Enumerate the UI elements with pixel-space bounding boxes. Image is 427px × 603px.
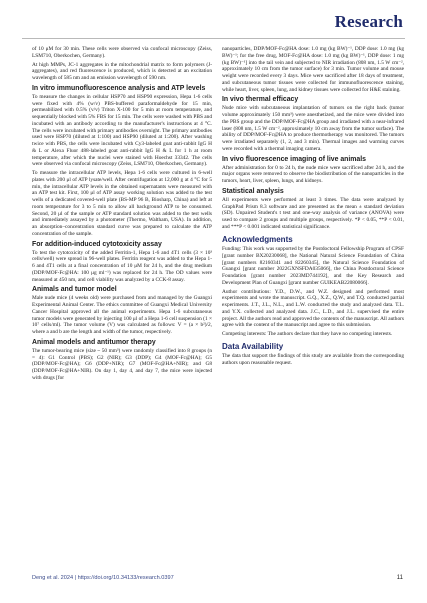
section-heading: Animals and tumor model (32, 286, 117, 294)
contributions-paragraph: Author contributions: Y.D., D.W., and W.Z. designed and performed most experiments and wrote the manuscript. G.Q., X.Z., Q.W., and T.Q. conducted partial experiments. J.T., J.L., N.L., and L.W. conducted the study and analyzed data. T.L. and Y.X. collected and analyzed data. J.C., L.D., and J.L. supervised the entire project. All the authors read and approved the contents of the manuscript. All authors agree with the content of the manuscript and agree to this submission. (222, 288, 404, 329)
paragraph: The tumor-bearing mice (size ~ 50 mm³) were randomly classified into 8 groups (n = 4): G1 Control (PBS); G2 (NIR); G3 (DDP); G4 (MOF-Fc@HA); G5 (DDP/MOF-Fc@HA); G6 (DDP+NIR); G7 (MOF-Fc@HA+NIR); and G8 (DDP/MOF-Fc@HA+NIR). On day 1, day 4, and day 7, the mice were injected with drugs [for (32, 347, 212, 381)
paragraph: To measure the changes in cellular HSP70 and HSP90 expression, Hepa 1-6 cells were fixed with 4% (w/v) PBS-buffered paraformaldehyde for 15 min, permeabilized with 0.5% (v/v) Triton X-100 for 5 min at room temperature, and sequentially blocked with 5% FBS for 15 min. The cells were washed with PBS and incubated with an antibody according to the manufacturer's instructions at 4 °C. The cells were incubated with primary antibodies overnight. The primary antibodies used were HSP70 (diluted at 1:100) and HSP90 (diluted at 1:200). After washing twice with PBS, the cells were incubated with Cy3-labeled goat anti-rabbit IgG H & L or Alexa Fluor 488-labeled goat anti-rabbit IgG H & L for 1 h at room temperature, after which the nuclei were stained with Hoechst 33342. The cells were observed via confocal microscopy (Zeiss, LSM710, Oberkochen, Germany). (32, 93, 212, 168)
section-heading: In vivo fluorescence imaging of live animals (222, 155, 366, 163)
section-heading: In vivo thermal efficacy (222, 96, 299, 104)
paragraph: After administration for 0 to 24 h, the nude mice were sacrificed after 24 h, and the major organs were removed to observe the biodistribution of the nanoparticles in the tumors, heart, liver, spleen, lungs, and kidneys. (222, 164, 404, 184)
journal-name: Research (334, 12, 403, 31)
header-divider (22, 38, 405, 39)
paragraph: nanoparticles, DDP/MOF-Fc@HA dose: 1.0 mg (kg BW)⁻¹, DDP dose: 1.0 mg (kg BW)⁻¹; for the free drug, MOF-Fc@HA dose: 1.0 mg (kg BW)⁻¹, DDP dose: 1 mg (kg BW)⁻¹] into the tail vein and subjected to NIR irradiation (808 nm, 1.5 W cm⁻², approximately 10 cm from the tumor surface) for 3 min. Tumor volume and mouse weight were recorded every 3 days. Mice were sacrificed after 18 days of treatment, and subcutaneous tumor tissues were collected for immunofluorescence staining, while heart, liver, spleen, lung, and kidney tissues were collected for H&E staining. (222, 46, 404, 93)
left-column (32, 46, 212, 384)
doi-link[interactable]: Deng et al. 2024 | https://doi.org/10.34133/research.0397 (32, 575, 174, 581)
paragraph: Nude mice with subcutaneous implantation of tumors on the right back (tumor volume approximately 150 mm³) were anesthetized, and the mice were divided into the PBS group and the DDP/MOF-Fc@HA group and irradiated with a near-infrared laser (808 nm, 1.5 W cm⁻², approximately 10 cm away from the tumor surface). The ability of DDP/MOF-Fc@HA to produce thermotherapy was monitored. The tumors were irradiated separately (1, 2, and 3 min). Thermal images and warming curves were recorded with a thermal imaging camera. (222, 105, 404, 152)
section-heading: Statistical analysis (222, 187, 284, 195)
paragraph: Male nude mice (4 weeks old) were purchased from and managed by the Guangxi Experimental Animal Center. The ethics committee of Guangxi Medical University Cancer Hospital approved all the animal experiments. Hepa 1-6 subcutaneous tumor models were generated by injecting 100 μl of a Hepa 1-6 cell suspension (1 × 10⁷ cells/ml). The tumor volume (V) was calculated as follows: V = (a × b²)/2, where a and b are the length and width of the tumor, respectively. (32, 295, 212, 335)
paragraph: At high MMPs, JC-1 aggregates in the mitochondrial matrix to form polymers (J-aggregates), and red fluorescence is produced, which is detected at an excitation wavelength of 585 nm and an emission wavelength of 590 nm. (32, 61, 212, 81)
data-availability-heading: Data Availability (222, 341, 284, 351)
competing-interests-paragraph: Competing interests: The authors declare that they have no competing interests. (222, 331, 393, 337)
footer-citation (32, 575, 174, 581)
paragraph: The data that support the findings of this study are available from the corresponding authors upon reasonable request. (222, 353, 404, 366)
paragraph: of 10 μM for 30 min. These cells were observed via confocal microscopy (Zeiss, LSM710, Oberkochen, Germany). (32, 46, 212, 59)
page-number: 11 (396, 575, 403, 581)
section-heading: For addition-induced cytotoxicity assay (32, 240, 162, 248)
paragraph: All experiments were performed at least 3 times. The data were analyzed by GraphPad Prism 8.3 software and are presented as the mean ± standard deviation (SD). Unpaired Student's t test and one-way analysis of variance (ANOVA) were used to compare 2 groups and multiple groups, respectively. *P < 0.05, **P < 0.01, and ***P < 0.001 indicated statistical significance. (222, 196, 404, 230)
paragraph: To measure the intracellular ATP levels, Hepa 1-6 cells were cultured in 6-well plates with 200 μl of ATP lysate/well. After centrifugation at 12,000 g at 4 °C for 5 min, the intracellular ATP levels in the obtained supernatants were measured with an ATP test kit. First, 100 μl of ATP assay working solution was added to the test wells of a dedicated covered-well plate (BS-MP 96 B, Biosharp, China) and left at room temperature for 3 to 5 min to allow all background ATP to be consumed. Second, 20 μl of the sample or ATP standard solution was added to the test wells and immediately assayed by a photometer (Thermo, Waltham, USA). In addition, an absorption–concentration standard curve was prepared to calculate the ATP concentration of the sample. (32, 170, 212, 237)
acknowledgments-heading: Acknowledgments (222, 234, 293, 244)
paragraph: To test the cytotoxicity of the added Ferritin-1, Hepa 1-6 and 4T1 cells (3 × 10³ cells/well) were spread in 96-well plates. Ferritin reagent was added to the Hepa 1-6 and 4T1 cells at a final concentration of 10 μM for 24 h, and the drug medium (DDP/MOF-Fc@HA: 100 μg ml⁻¹) was replaced for 24 h. The OD values were measured at 450 nm, and cell viability was analyzed by a CCK-8 assay. (32, 249, 212, 283)
section-heading: In vitro immunofluorescence analysis and ATP levels (32, 84, 206, 92)
section-heading: Animal models and antitumor therapy (32, 338, 156, 346)
funding-paragraph: Funding: This work was supported by the Postdoctoral Fellowship Program of CPSF [grant number BX20230068], the National Natural Science Foundation of China [grant numbers 82160341 and 82260345], the Natural Science Foundation of Guangxi [grant number 2022GXNSFDA035066], the China Postdoctoral Science Foundation [grant number 2023MD744192], and the Key Research and Development Plan of Guangxi [grant number GUIKEAB22080066]. (222, 246, 404, 286)
right-column (222, 46, 404, 369)
